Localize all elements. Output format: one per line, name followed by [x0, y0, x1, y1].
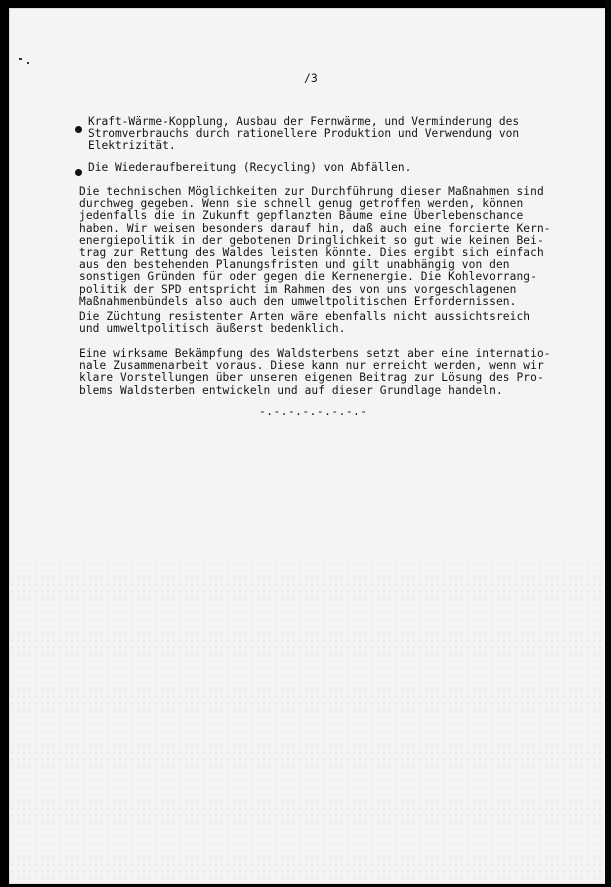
paragraph-line: energiepolitik in der gebotenen Dringlichkeit so gut wie keinen Bei- — [79, 233, 544, 247]
paragraph-line: nale Zusammenarbeit voraus. Diese kann nur erreicht werden, wenn wir — [79, 359, 544, 373]
scan-speck — [19, 58, 22, 60]
bullet-line: Stromverbrauchs durch rationellere Produktion und Verwendung von — [88, 127, 520, 141]
paragraph-line: haben. Wir weisen besonders darauf hin, daß auch eine forcierte Kern- — [79, 221, 551, 235]
scan-border-left — [0, 0, 9, 887]
paragraph-2 — [79, 311, 564, 335]
paragraph-1 — [79, 186, 564, 308]
paragraph-line: durchweg gegeben. Wenn sie schnell genug getroffen werden, können — [79, 197, 524, 211]
bullet-line: Elektrizität. — [88, 139, 176, 153]
paragraph-line: blems Waldsterben entwickeln und auf dieser Grundlage handeln. — [79, 383, 503, 397]
paragraph-line: Eine wirksame Bekämpfung des Waldsterbens setzt aber eine internatio- — [79, 347, 551, 360]
paragraph-line: aus den bestehenden Planungsfristen und gilt unabhängig von den — [79, 258, 510, 272]
scan-speck — [27, 62, 29, 64]
section-separator: -.-.-.-.-.-.-.- — [259, 405, 368, 418]
paragraph-line: Die Züchtung resistenter Arten wäre ebenfalls nicht aussichtsreich — [79, 310, 531, 323]
bullet-line: Kraft-Wärme-Kopplung, Ausbau der Fernwärme, und Verminderung des — [88, 115, 520, 128]
bullet-line: Die Wiederaufbereitung (Recycling) von Abfällen. — [88, 161, 412, 174]
paragraph-line: trag zur Rettung des Waldes leisten könnte. Dies ergibt sich einfach — [79, 246, 544, 260]
paragraph-line: Die technischen Möglichkeiten zur Durchführung dieser Maßnahmen sind — [79, 185, 544, 198]
bullet-item-1 — [88, 116, 519, 153]
paragraph-line: und umweltpolitisch äußerst bedenklich. — [79, 322, 346, 336]
bullet-marker — [75, 169, 82, 176]
paragraph-3 — [79, 348, 564, 397]
scan-border-right — [605, 0, 611, 887]
paragraph-line: politik der SPD entspricht im Rahmen des von uns vorgeschlagenen — [79, 282, 517, 296]
paragraph-line: klare Vorstellungen über unseren eigenen Beitrag zur Lösung des Pro- — [79, 371, 544, 385]
bullet-marker — [75, 126, 82, 133]
bullet-item-2 — [88, 162, 411, 174]
paragraph-line: sonstigen Gründen für oder gegen die Kernenergie. Die Kohlevorrang- — [79, 270, 537, 284]
paragraph-line: jedenfalls die in Zukunft gepflanzten Bäume eine Überlebenschance — [79, 209, 524, 223]
page-number: /3 — [304, 71, 318, 85]
paragraph-line: Maßnahmenbündels also auch den umweltpolitischen Erfordernissen. — [79, 294, 517, 308]
